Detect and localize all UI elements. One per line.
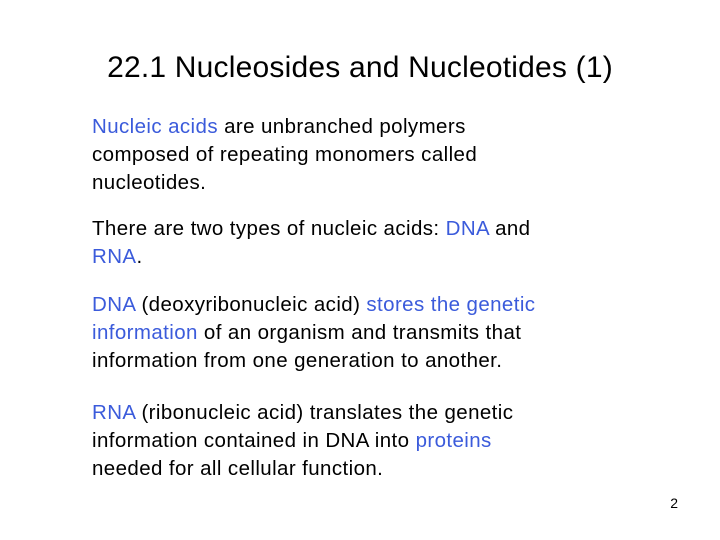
text-fragment: (deoxyribonucleic acid) (135, 293, 367, 316)
text-line: nucleotides. (92, 171, 207, 194)
text-fragment: There are two types of nucleic acids: (92, 217, 446, 240)
text-fragment: of an organism and transmits that (197, 321, 522, 344)
term-information: information (92, 321, 198, 344)
text-fragment: information contained in DNA into (92, 429, 416, 452)
slide-number: 2 (670, 495, 678, 511)
text-fragment: (ribonucleic acid) translates the genetic (135, 401, 514, 424)
text-fragment: . (136, 245, 143, 268)
paragraph-two-types (92, 215, 652, 271)
term-nucleic-acids: Nucleic acids (92, 115, 218, 138)
term-dna: DNA (445, 217, 489, 240)
term-rna: RNA (92, 245, 137, 268)
term-stores-genetic: stores the genetic (366, 293, 536, 316)
term-proteins: proteins (415, 429, 492, 452)
paragraph-rna (92, 399, 652, 483)
slide-title: 22.1 Nucleosides and Nucleotides (1) (107, 51, 613, 84)
text-line: information from one generation to another. (92, 349, 503, 372)
term-rna: RNA (92, 401, 136, 424)
text-line: composed of repeating monomers called (92, 143, 478, 166)
paragraph-nucleic-acids (92, 113, 652, 197)
paragraph-dna (92, 291, 652, 375)
text-fragment: and (488, 217, 531, 240)
term-dna: DNA (92, 293, 136, 316)
text-line: needed for all cellular function. (92, 457, 384, 480)
text-fragment: are unbranched polymers (217, 115, 466, 138)
